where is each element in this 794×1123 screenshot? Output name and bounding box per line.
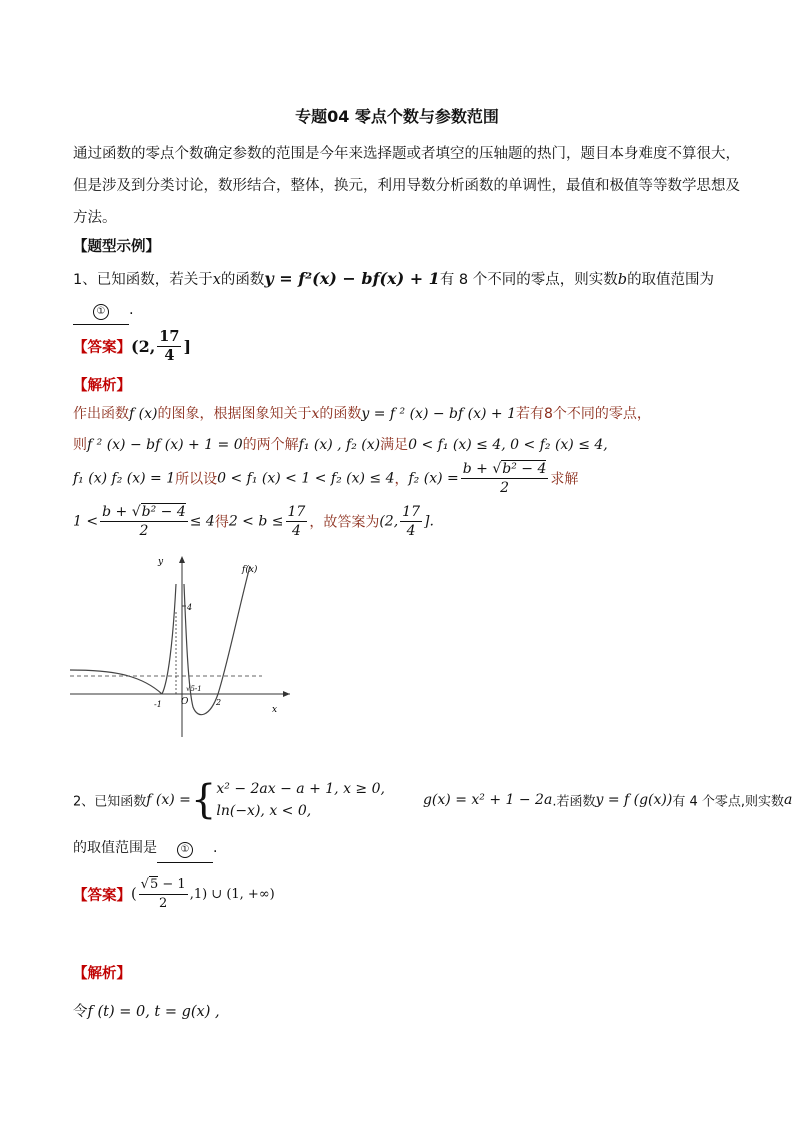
q2-case-1: x² − 2ax − a + 1, x ≥ 0, [216,781,385,797]
section-heading: 【题型示例】 [73,239,160,255]
analysis-line-4: 1 < $\frac{\text{b + √b² − 4}}{2}$ ≤ 4得2 < b ≤ $\frac{17}{4}$ ，故答案为(2, $\frac{17}{4}$ ]. [73,504,434,539]
graph-root-label: √5-1 [186,685,202,693]
graph-y-label: y [158,557,164,567]
answer-label: 【答案】 [73,340,131,356]
graph-tick-neg1: -1 [154,700,162,709]
graph-tick-4: 4 [187,603,193,612]
q1-formula: y = f²(x) − bf(x) + 1 [264,269,440,288]
analysis-label: 【解析】 [73,966,131,982]
y-axis-arrow-icon [179,556,185,563]
q2-blank-line: 的取值范围是 ① . [73,834,217,863]
q2-answer: 【答案】( $\frac{√5 - 1}{2}$ ,1) ∪ (1, +∞) [73,877,275,911]
q2-stem: 2、已知函数f (x) ={ x² − 2ax − a + 1, x ≥ 0, ln(−x), x < 0, g(x) = x² + 1 − 2a.若函数y = f (g(x))有 4 个零点,则实数a [73,777,793,823]
x-axis-arrow-icon [283,691,290,697]
page-title: 专题04 零点个数与参数范围 [295,107,499,126]
q2-analysis-line-1: 令f (t) = 0, t = g(x) , [73,1004,220,1020]
curve-left-rise [162,584,176,694]
graph-f-label: f(x) [242,565,258,575]
graph-origin: O [181,697,189,707]
q1-answer: 【答案】(2, $\frac{17}{4}$ ] [73,328,192,364]
intro-line-3: 方法。 [73,210,117,226]
answer-blank: ① [157,834,213,863]
q1-blank-line: ① . [73,296,134,325]
q1-stem: 1、已知函数，若关于x的函数y = f²(x) − bf(x) + 1有 8 个不同的零点，则实数b的取值范围为 [73,269,715,288]
answer-blank: ① [73,296,129,325]
graph-x-label: x [272,705,278,715]
analysis-line-3: f₁ (x) f₂ (x) = 1所以设0 < f₁ (x) < 1 < f₂ (x) ≤ 4，f₂ (x) = $\frac{\text{b + √b² − 4}}{2}$ 求解 [73,461,579,496]
analysis-label: 【解析】 [73,378,131,394]
function-graph [70,552,295,742]
analysis-line-2: 则f ² (x) − bf (x) + 1 = 0的两个解f₁ (x) , f₂ (x)满足0 < f₁ (x) ≤ 4, 0 < f₂ (x) ≤ 4, [73,437,608,453]
analysis-line-1: 作出函数f (x)的图象，根据图象知关于x的函数y = f ² (x) − bf (x) + 1若有8个不同的零点， [73,406,651,422]
intro-line-1: 通过函数的零点个数确定参数的范围是今年来选择题或者填空的压轴题的热门，题目本身难度不算很大， [73,146,740,162]
q2-case-2: ln(−x), x < 0, [216,803,312,819]
answer-label: 【答案】 [73,888,131,904]
intro-line-2: 但是涉及到分类讨论，数形结合，整体，换元，利用导数分析函数的单调性，最值和极值等等数学思想及 [73,178,740,194]
curve-left-branch [70,670,162,694]
graph-tick-2: 2 [216,698,222,707]
